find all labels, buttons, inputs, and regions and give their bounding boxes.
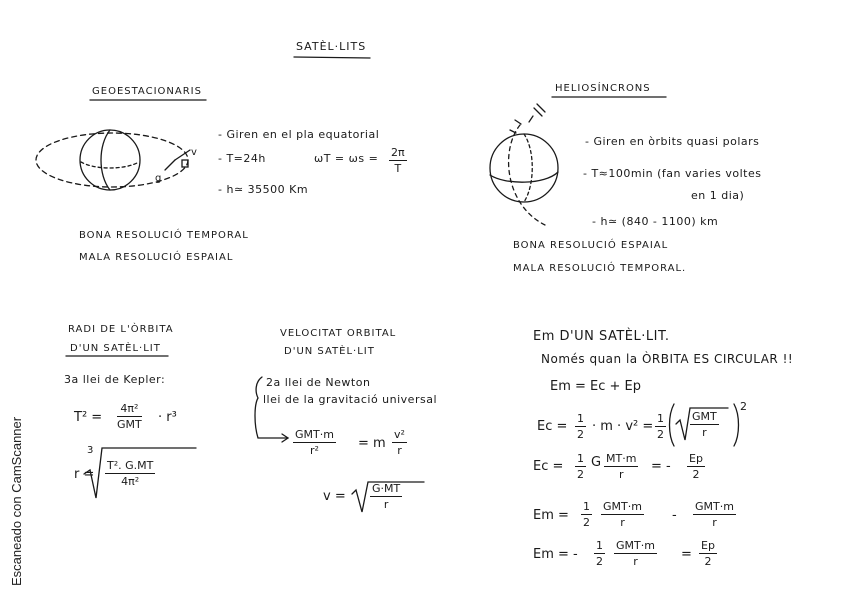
geo-velocity-label: v <box>191 147 198 158</box>
title-underline <box>294 57 370 58</box>
energy-em2-b-den: r <box>620 516 625 529</box>
camscanner-watermark: Escaneado con CamScanner <box>9 416 24 586</box>
vel-accel-num: v² <box>394 428 405 441</box>
energy-ec1-exponent: 2 <box>740 400 748 413</box>
energy-ec2-g: G <box>591 455 602 470</box>
helio-good-resolution: BONA RESOLUCIÓ ESPAIAL <box>513 240 669 251</box>
geo-earth-icon <box>36 130 190 190</box>
energy-ec1-root-den: r <box>702 426 707 439</box>
vel-root-sign <box>352 482 424 512</box>
vel-root-den: r <box>383 498 389 511</box>
vel-equals-m: = m <box>358 436 386 451</box>
energy-ec1-root-num: GMT <box>692 410 717 423</box>
radi-r-cubed: · r³ <box>158 410 177 425</box>
radi-kepler-num: 4π² <box>117 402 142 417</box>
helio-line-period-cont: en 1 dia) <box>691 189 745 202</box>
geo-bad-resolution: MALA RESOLUCIÓ ESPAIAL <box>79 252 234 263</box>
radi-r-equals: r = <box>74 467 95 482</box>
helio-line-orbits: - Giren en òrbits quasi polars <box>585 135 760 148</box>
energy-em3-lhs: Em = - <box>533 547 578 562</box>
energy-em2-half-num: 1 <box>583 500 590 513</box>
geo-line-plane: - Giren en el pla equatorial <box>218 128 380 141</box>
helio-heading: HELIOSÍNCRONS <box>555 83 651 94</box>
energy-note: Només quan la ÒRBITA ES CIRCULAR !! <box>541 352 794 366</box>
helio-bad-resolution: MALA RESOLUCIÓ TEMPORAL. <box>513 263 687 274</box>
energy-ec1-lhs: Ec = <box>537 419 568 434</box>
geo-omega-den: T <box>394 162 402 175</box>
energy-ec1-half-b-num: 1 <box>657 412 664 425</box>
radi-kepler-law: 3a llei de Kepler: <box>64 373 166 386</box>
energy-em3-half-num: 1 <box>596 539 603 552</box>
energy-em2-c-den: r <box>712 516 717 529</box>
energy-em2-b-num: GMT·m <box>603 500 642 513</box>
energy-ec2-frac-num: MT·m <box>606 452 637 465</box>
energy-ec1-half-b-den: 2 <box>657 428 664 441</box>
vel-root-num: G·MT <box>372 482 401 495</box>
energy-em2-half-den: 2 <box>583 516 590 529</box>
energy-em2-minus: - <box>672 508 677 523</box>
energy-ec1-left-paren <box>670 404 675 446</box>
vel-accel-den: r <box>397 444 402 457</box>
energy-ec2-half-num: 1 <box>577 452 584 465</box>
radi-root-sign <box>84 445 196 498</box>
energy-ec2-lhs: Ec = <box>533 459 564 474</box>
radi-root-index: 3 <box>87 445 94 456</box>
energy-ec1-right-paren <box>734 404 739 446</box>
energy-em3-b-num: GMT·m <box>616 539 655 552</box>
vel-heading-1: VELOCITAT ORBITAL <box>280 328 397 339</box>
energy-ec2-equals: = - <box>651 459 671 474</box>
radi-root-den: 4π² <box>121 475 140 488</box>
energy-em2-c-num: GMT·m <box>695 500 734 513</box>
energy-ec2-ep-den: 2 <box>692 468 700 481</box>
energy-ec2-half-den: 2 <box>577 468 584 481</box>
energy-em-sum: Em = Ec + Ep <box>550 379 642 394</box>
vel-force-den: r² <box>310 444 319 457</box>
geo-good-resolution: BONA RESOLUCIÓ TEMPORAL <box>79 230 249 241</box>
radi-heading-2: D'UN SATÈL·LIT <box>70 343 161 354</box>
energy-em2-lhs: Em = <box>533 508 569 523</box>
geo-line-height: - h≃ 35500 Km <box>218 183 309 196</box>
radi-heading-1: RADI DE L'ÒRBITA <box>68 324 174 335</box>
vel-heading-2: D'UN SATÈL·LIT <box>284 346 375 357</box>
energy-em3-half-den: 2 <box>596 555 603 568</box>
energy-em3-equals: = <box>681 547 692 562</box>
energy-ec2-frac-den: r <box>618 468 624 481</box>
geo-heading: GEOESTACIONARIS <box>92 86 202 97</box>
geo-line-period: - T=24h <box>218 152 266 165</box>
energy-ec1-mid: · m · v² = <box>592 419 654 434</box>
page-title: SATÈL·LITS <box>296 40 367 53</box>
vel-gravitation-law: llei de la gravitació universal <box>263 393 437 406</box>
energy-em3-ep-den: 2 <box>704 555 712 568</box>
radi-root-num: T². G.MT <box>107 459 154 472</box>
vel-force-num: GMT·m <box>295 428 334 441</box>
geo-omega-num: 2π <box>391 146 405 159</box>
energy-ec2-ep-num: Ep <box>689 452 703 465</box>
helio-earth-icon <box>490 104 558 225</box>
vel-newton-law: 2a llei de Newton <box>266 376 371 389</box>
energy-heading: Em D'UN SATÈL·LIT. <box>533 329 670 344</box>
energy-em3-b-den: r <box>633 555 638 568</box>
helio-line-height: - h≃ (840 - 1100) km <box>592 215 719 228</box>
energy-ec1-half-a-num: 1 <box>577 412 584 425</box>
energy-ec1-half-a-den: 2 <box>577 428 584 441</box>
geo-line-omega: ωT = ωs = <box>314 152 379 165</box>
radi-kepler-den: GMT <box>117 418 142 431</box>
geo-gravity-label: g <box>155 173 162 184</box>
energy-ec1-root-sign <box>676 408 728 440</box>
vel-bracket-arrow <box>255 377 288 438</box>
radi-t-squared: T² = <box>74 410 103 425</box>
energy-em3-ep-num: Ep <box>701 539 715 552</box>
vel-v-equals: v = <box>323 489 346 504</box>
helio-line-period: - T≈100min (fan varies voltes <box>583 167 762 180</box>
